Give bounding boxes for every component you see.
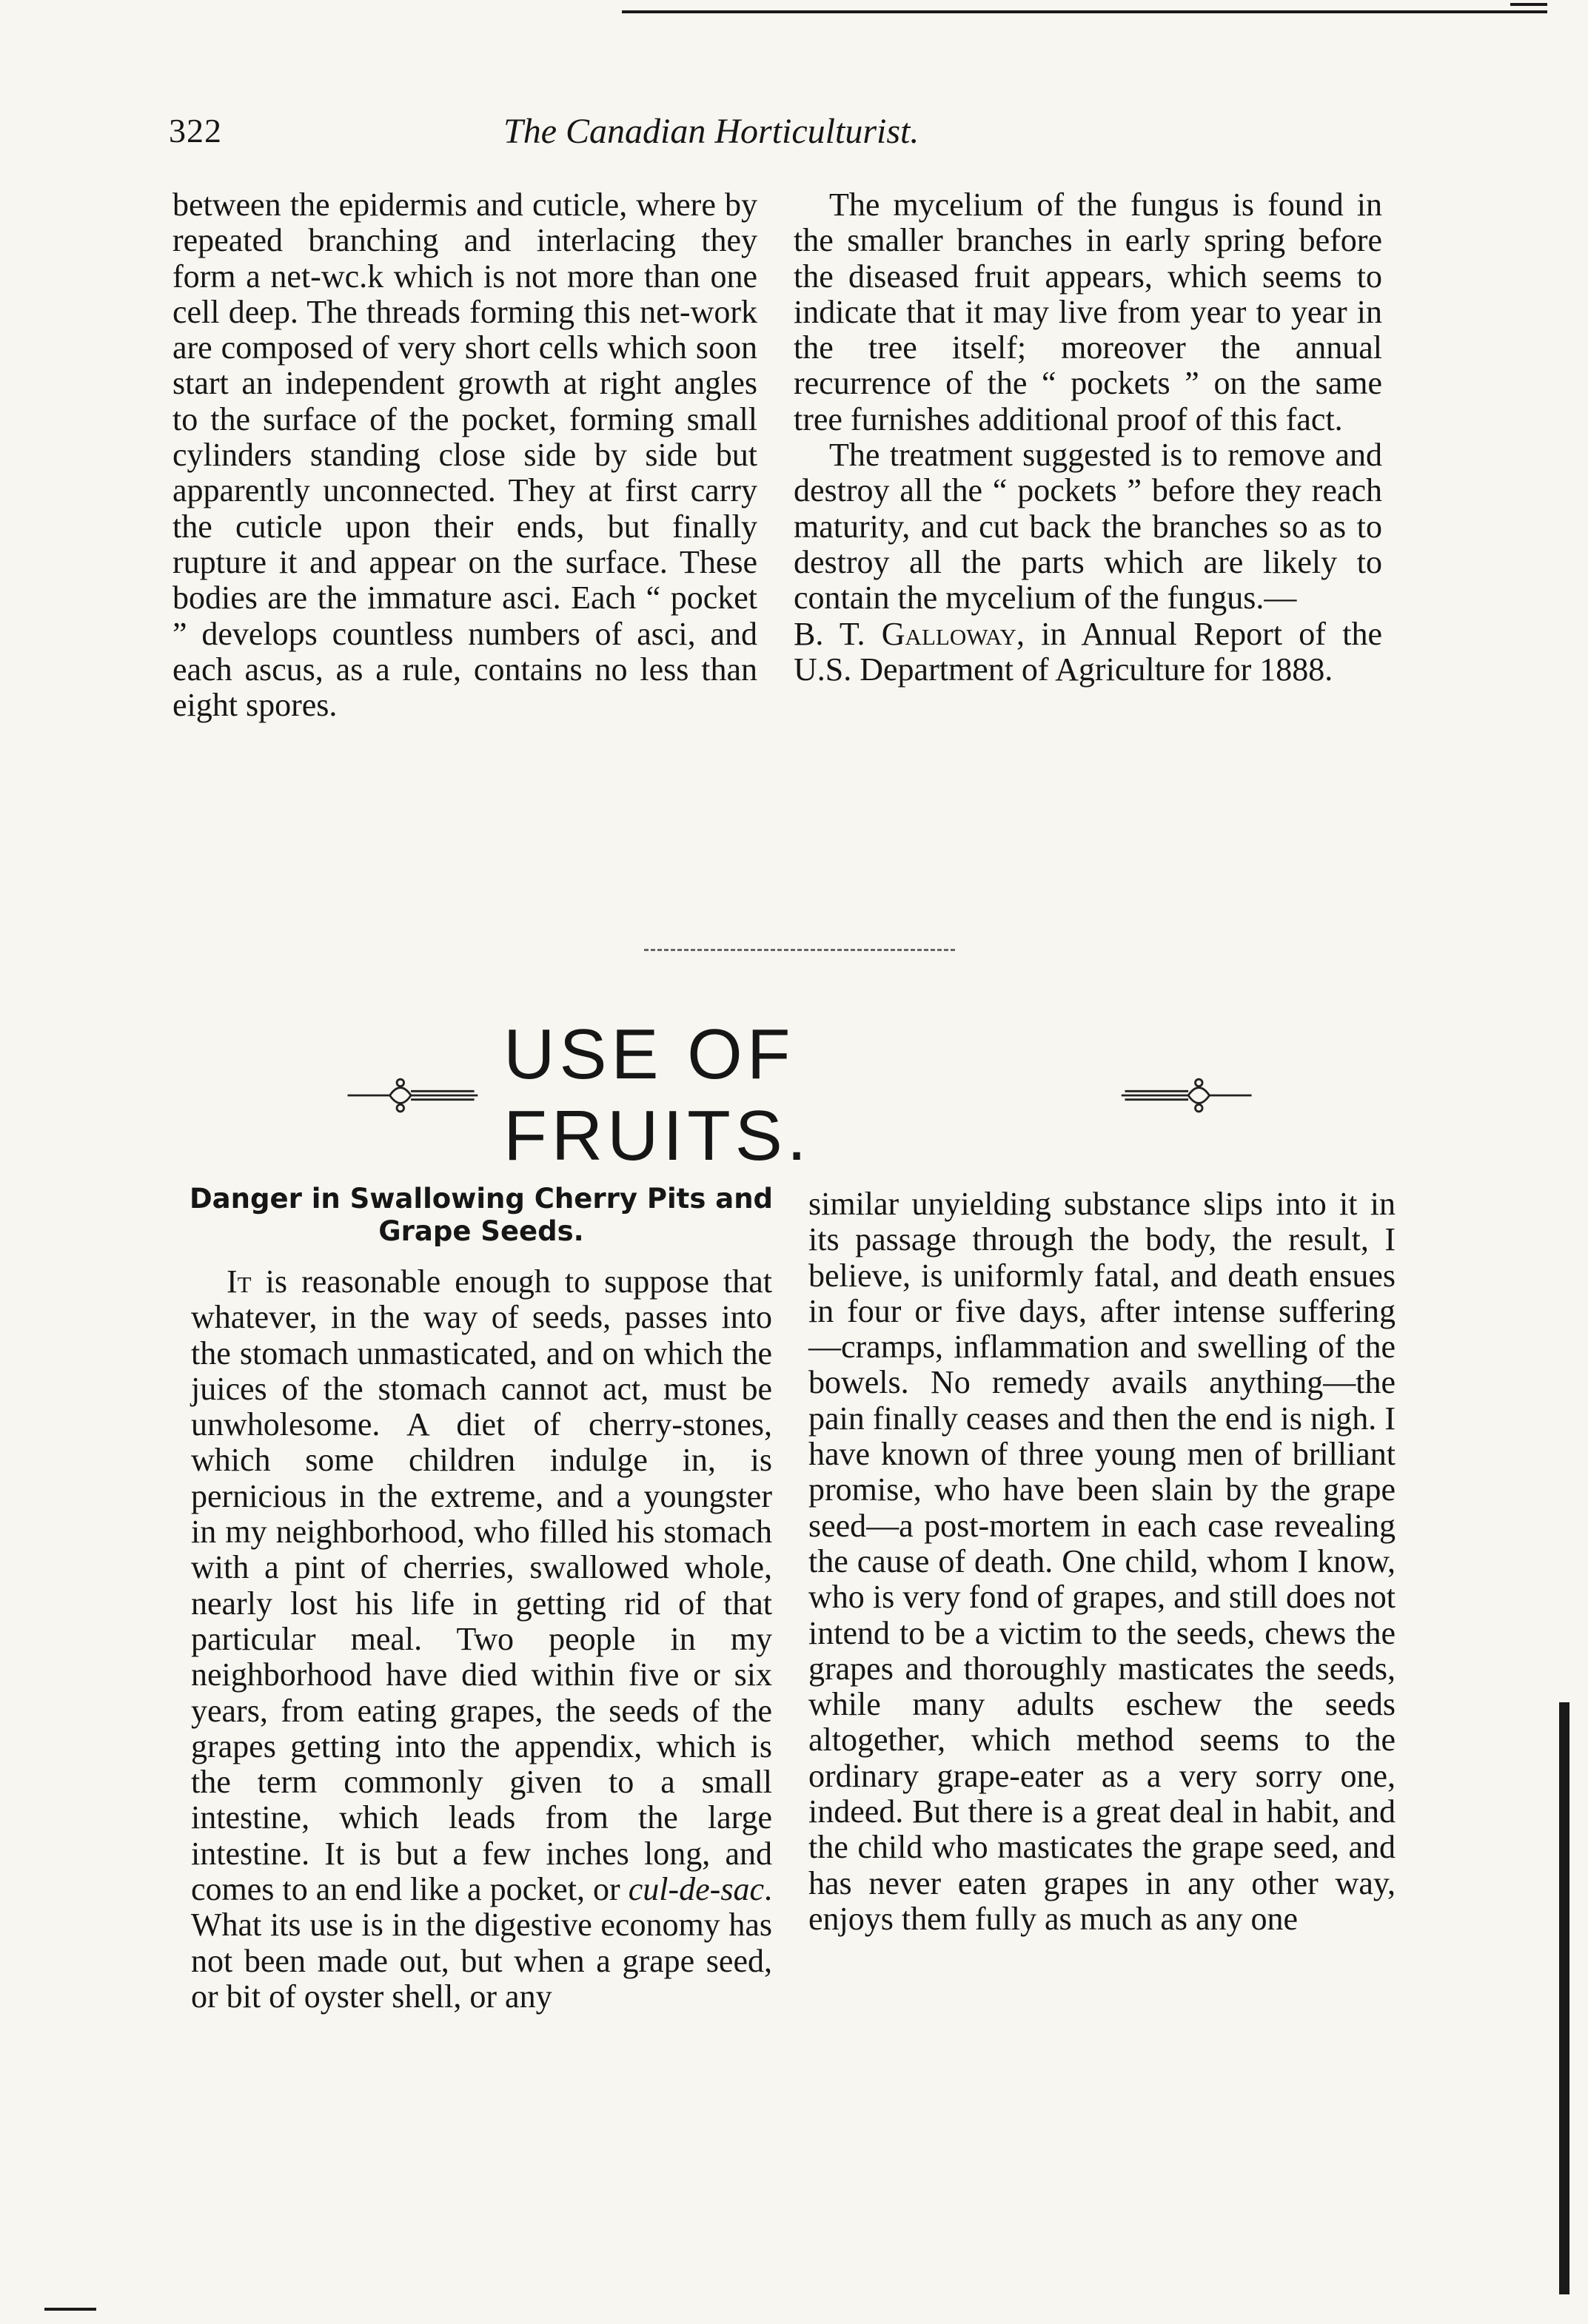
article-subheading: Danger in Swallowing Cherry Pits and Grape Seeds.: [189, 1183, 774, 1247]
fruits-article-right-column: [808, 1186, 1396, 1937]
source-citation: , in Annual Report of the U.S. Department of Agriculture for 1888.: [794, 615, 1382, 688]
fruits-text-part2: . What its use is in the digestive economy has not been made out, but when a grape seed, or bit of oyster shell, or any: [191, 1871, 772, 2015]
mycelium-paragraph: The mycelium of the fungus is found in the smaller branches in early spring before the diseased fruit appears, which seems to indicate that it may live from year to year in the tree itself; moreover the annual recurrence of the “ pockets ” on the same tree furnishes additional proof of this fact.: [794, 187, 1382, 437]
author-name: B. T. Galloway: [794, 615, 1016, 652]
continued-article-right-column: [794, 187, 1382, 688]
continued-paragraph: between the epidermis and cuticle, where by repeated branching and interlacing they form a net-wc.k which is not more than one cell deep. The threads forming this net-work are composed of very short cells which soon start an independent growth at right angles to the surface of the pocket, forming small cylinders standing close side by side but apparently unconnected. They at first carry the cuticle upon their ends, but finally rupture it and appear on the surface. These bodies are the immature asci. Each “ pocket ” develops countless numbers of asci, and each ascus, as a rule, contains no less than eight spores.: [172, 187, 757, 724]
running-title: The Canadian Horticulturist.: [503, 112, 919, 151]
section-header: [341, 1015, 1259, 1175]
bottom-edge-rule: [44, 2308, 96, 2311]
scroll-ornament-left-icon: [341, 1073, 481, 1118]
fruits-paragraph: [191, 1264, 772, 2015]
section-separator: [644, 949, 955, 953]
page-number: 322: [169, 112, 222, 150]
binding-edge-bar: [1559, 1702, 1569, 2294]
top-edge-rule-corner: [1510, 3, 1547, 6]
scroll-ornament-right-icon: [1118, 1073, 1259, 1118]
opening-word: It: [227, 1263, 252, 1300]
fruits-paragraph-continued: similar unyielding substance slips into it in its passage through the body, the result, I believe, is uniformly fatal, and death ensues in four or five days, after intense suffering —cramps, inflammation and swelling of the bowels. No remedy avails anything—the pain finally ceases and then the end is nigh. I have known of three young men of brilliant promise, who have been slain by the grape seed—a post-mortem in each case revealing the cause of death. One child, whom I know, who is very fond of grapes, and still does not intend to be a victim to the seeds, chews the grapes and thoroughly masticates the seeds, while many adults eschew the seeds altogether, which method seems to the ordinary grape-eater as a very sorry one, indeed. But there is a great deal in habit, and the child who masticates the grape seed, and has never eaten grapes in any other way, enjoys them fully as much as any one: [808, 1186, 1396, 1937]
fruits-text-part1: is reasonable enough to suppose that whatever, in the way of seeds, passes into the stomach unmasticated, and on which the juices of the stomach cannot act, must be unwholesome. A diet of cherry-stones, which some children indulge in, is pernicious in the extreme, and a youngster in my neighborhood, who filled his stomach with a pint of cherries, swallowed whole, nearly lost his life in getting rid of that particular meal. Two people in my neighborhood have died within five or six years, from eating grapes, the seeds of the grapes getting into the appendix, which is the term commonly given to a small intestine, which leads from the large intestine. It is but a few inches long, and comes to an end like a pocket, or: [191, 1263, 772, 1908]
fruits-article-left-column: [191, 1264, 772, 2015]
treatment-text: The treatment suggested is to remove and destroy all the “ pockets ” before they reach maturity, and cut back the branches so as to destroy all the parts which are likely to contain the mycelium of the fungus.—: [794, 437, 1382, 617]
treatment-paragraph: [794, 437, 1382, 688]
top-edge-rule: [622, 10, 1547, 13]
italic-term: cul-de-sac: [628, 1871, 764, 1908]
section-title: USE OF FRUITS.: [503, 1015, 811, 1175]
continued-article-left-column: [172, 187, 757, 723]
